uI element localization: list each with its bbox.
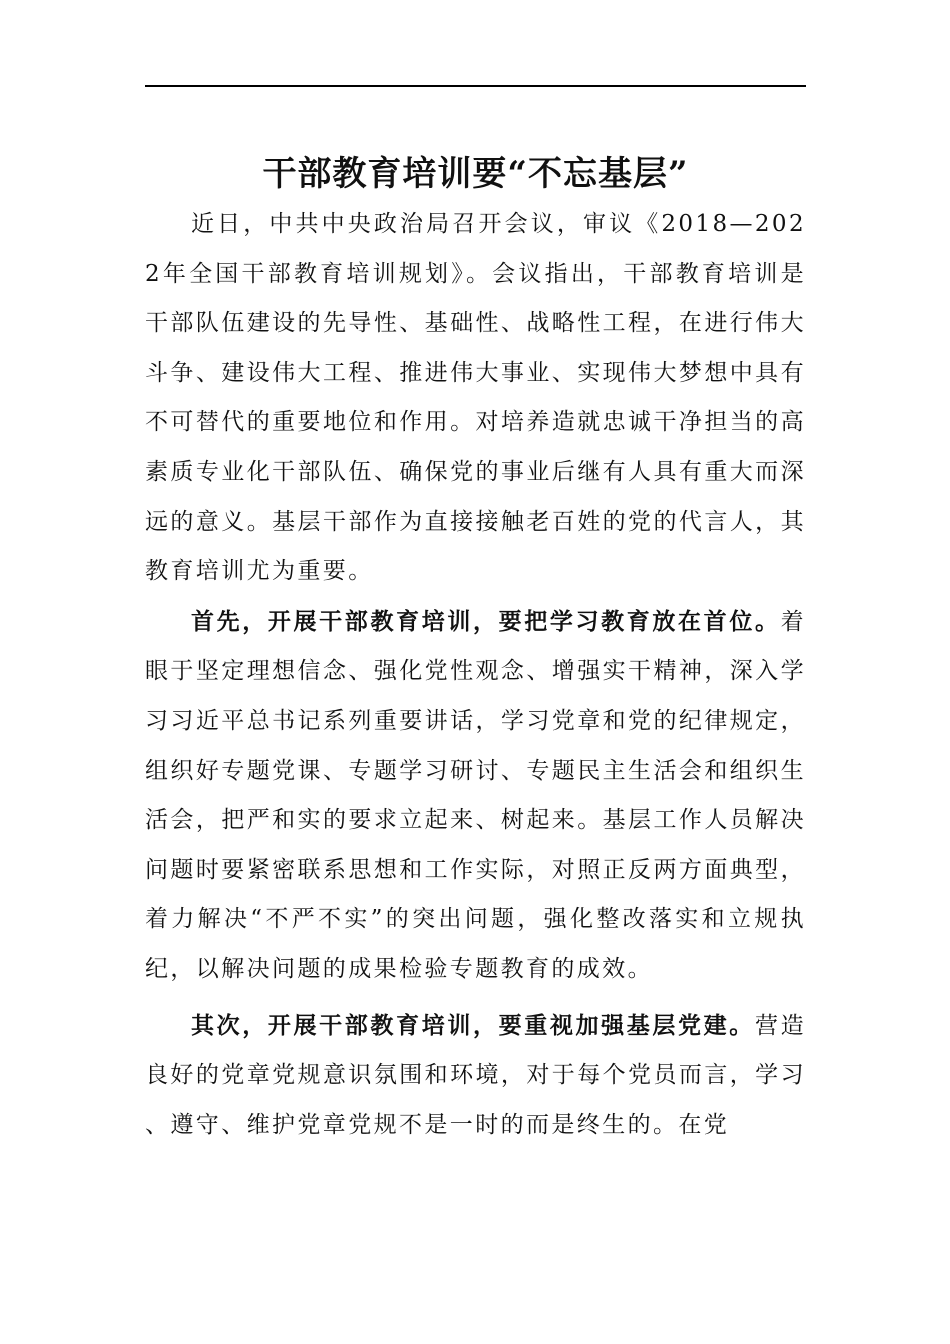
paragraph-intro — [145, 200, 806, 597]
paragraph-second-point — [145, 1001, 806, 1151]
paragraph-text: 近日，中共中央政治局召开会议，审议《2018—2022年全国干部教育培训规划》。会议指出，干部教育培训是干部队伍建设的先导性、基础性、战略性工程，在进行伟大斗争、建设伟大工程、推进伟大事业、实现伟大梦想中具有不可替代的重要地位和作用。对培养造就忠诚干净担当的高素质专业化干部队伍、确保党的事业后继有人具有重大而深远的意义。基层干部作为直接接触老百姓的党的代言人，其教育培训尤为重要。 — [145, 211, 806, 585]
paragraph-first-point — [145, 597, 806, 995]
header-rule — [145, 85, 806, 87]
paragraph-lead: 首先，开展干部教育培训，要把学习教育放在首位。 — [191, 607, 781, 635]
paragraph-lead: 其次，开展干部教育培训，要重视加强基层党建。 — [191, 1011, 755, 1039]
document-title: 干部教育培训要“不忘基层” — [262, 153, 689, 194]
paragraph-text: 营造良好的党章党规意识氛围和环境，对于每个党员而言，学习、遵守、维护党章党规不是一时的而是终生的。在党 — [145, 1012, 806, 1138]
paragraph-text: 着眼于坚定理想信念、强化党性观念、增强实干精神，深入学习习近平总书记系列重要讲话，学习党章和党的纪律规定，组织好专题党课、专题学习研讨、专题民主生活会和组织生活会，把严和实的要求立起来、树起来。基层工作人员解决问题时要紧密联系思想和工作实际，对照正反两方面典型，着力解决“不严不实”的突出问题，强化整改落实和立规执纪，以解决问题的成果检验专题教育的成效。 — [145, 608, 806, 982]
document-body — [145, 200, 806, 1150]
